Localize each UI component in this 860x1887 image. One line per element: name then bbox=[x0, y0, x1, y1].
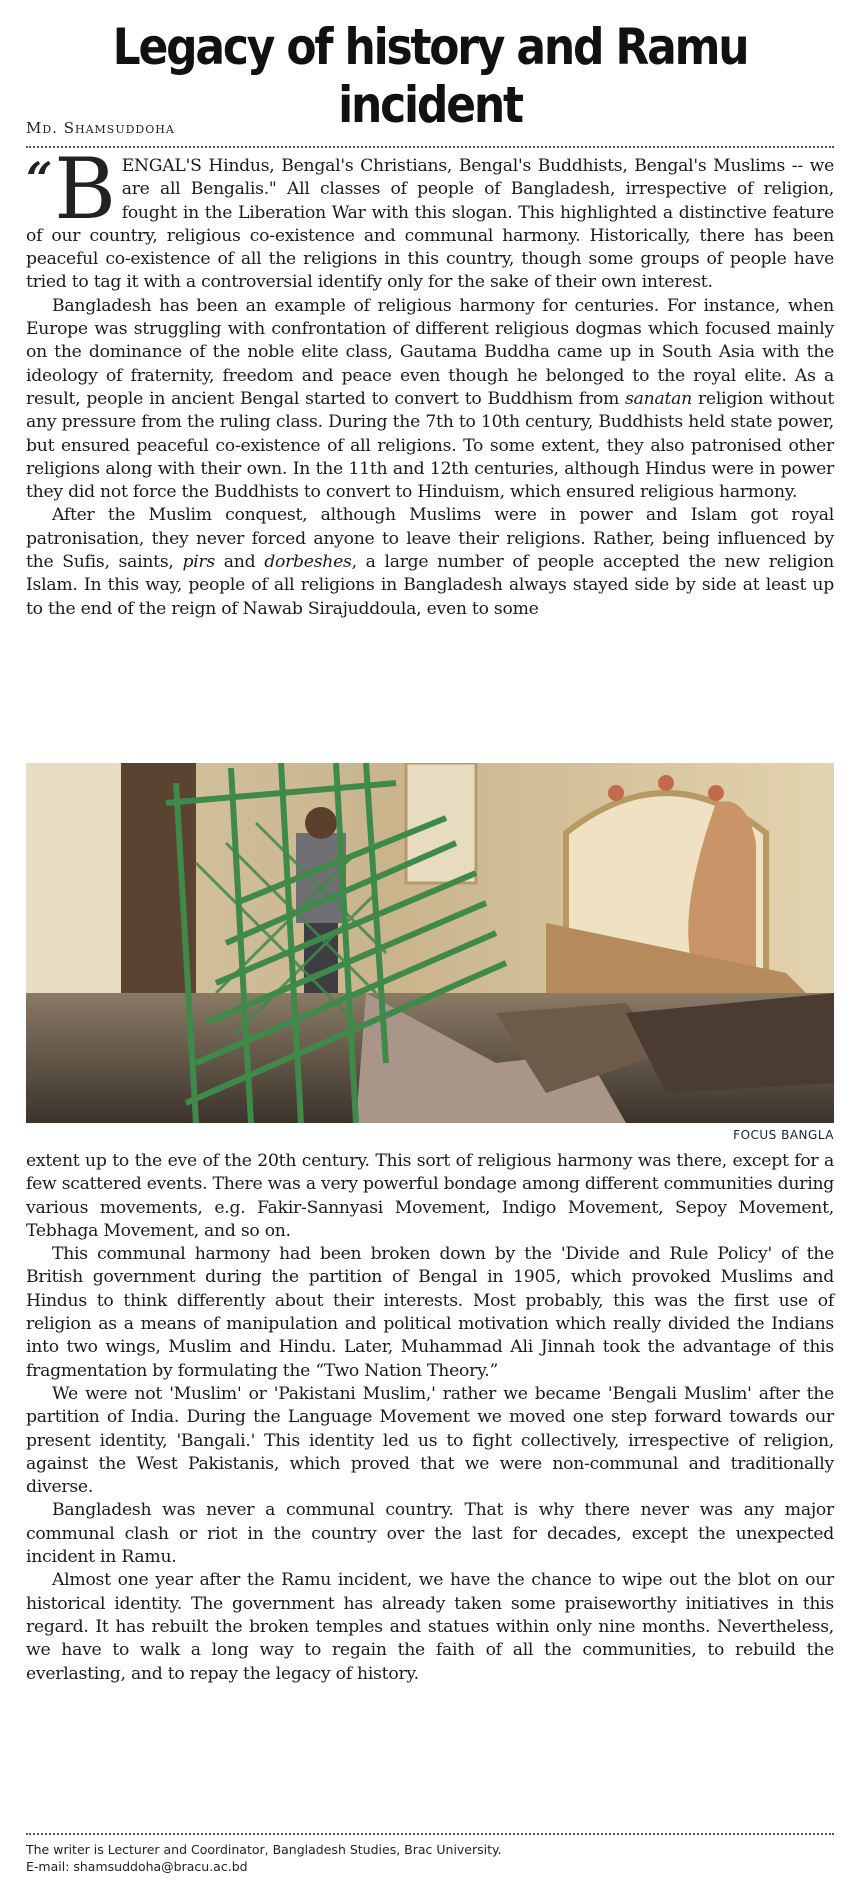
paragraph-3-italic-2: dorbeshes bbox=[264, 552, 352, 573]
opening-quote-mark: “ bbox=[26, 152, 53, 206]
byline-divider bbox=[26, 146, 834, 148]
paragraph-6: Bangladesh was never a communal country. That is why there never was any major communal clash or riot in the country over the last for decades, except the unexpected incident in Ramu. bbox=[26, 1500, 834, 1568]
author-name: Md. Shamsuddoha bbox=[26, 119, 175, 137]
article-body-bottom bbox=[26, 1150, 834, 1686]
paragraph-3-text-a: After the Muslim conquest, although Muslims were in power and Islam got royal patronisation, they never forced anyone to leave their religions. Rather, being influenced by the Sufis, saints, bbox=[26, 505, 834, 573]
paragraph-3-italic-1: pirs bbox=[182, 552, 215, 573]
lead-paragraph-text: ENGAL'S Hindus, Bengal's Christians, Bengal's Buddhists, Bengal's Muslims -- we are all Bengalis." All classes of people of Bangladesh, irrespective of religion, fought in the Liberation War with this slogan. This highlighted a distinctive feature of our country, religious co-existence and communal harmony. Historically, there has been peaceful co-existence of all the religions in this country, though some groups of people have tried to tag it with a controversial identify only for the sake of their own interest. bbox=[26, 156, 834, 293]
paragraph-2 bbox=[26, 295, 834, 505]
paragraph-3 bbox=[26, 504, 834, 620]
author-note bbox=[26, 1841, 834, 1875]
paragraph-3-continued: extent up to the eve of the 20th century. This sort of religious harmony was there, except for a few scattered events. There was a very powerful bondage among different communities during various movements, e.g. Fakir-Sannyasi Movement, Indigo Movement, Sepoy Movement, Tebhaga Movement, and so on. bbox=[26, 1151, 835, 1241]
paragraph-2-italic: sanatan bbox=[625, 388, 692, 409]
paragraph-4: This communal harmony had been broken down by the 'Divide and Rule Policy' of the British government during the partition of Bengal in 1905, which provoked Muslims and Hindus to think differently about their interests. Most probably, this was the first use of religion as a means of manipulation and political motivation which really divided the Indians into two wings, Muslim and Hindu. Later, Muhammad Ali Jinnah took the advantage of this fragmentation by formulating the “Two Nation Theory.” bbox=[26, 1244, 834, 1381]
paragraph-7: Almost one year after the Ramu incident, we have the chance to wipe out the blot on our historical identity. The government has already taken some praiseworthy initiatives in this regard. It has rebuilt the broken temples and statues within only nine months. Nevertheless, we have to walk a long way to regain the faith of all the communities, to rebuild the everlasting, and to repay the legacy of history. bbox=[26, 1570, 834, 1684]
paragraph-5: We were not 'Muslim' or 'Pakistani Muslim,' rather we became 'Bengali Muslim' after the partition of India. During the Language Movement we moved one step forward towards our present identity, 'Bangali.' This identity led us to fight collectively, irrespective of religion, against the West Pakistanis, which proved that we were non-communal and traditionally diverse. bbox=[26, 1383, 834, 1498]
paragraph-2-text-b: religion without any pressure from the ruling class. During the 7th to 10th century, Buddhists held state power, but ensured peaceful co-existence of all religions. To some extent, they also patronised other religions along with their own. In the 11th and 12th centuries, although Hindus were in power they did not force the Buddhists to convert to Hinduism, which ensured religious harmony. bbox=[26, 388, 834, 503]
photo-illustration bbox=[26, 763, 834, 1123]
author-note-text: The writer is Lecturer and Coordinator, Bangladesh Studies, Brac University. bbox=[26, 1842, 502, 1857]
footer-divider bbox=[26, 1833, 834, 1835]
photo-credit: FOCUS BANGLA bbox=[733, 1128, 834, 1142]
article-photo bbox=[26, 763, 834, 1123]
headline: Legacy of history and Ramu incident bbox=[112, 18, 748, 134]
paragraph-3-text-c: , a large number of people accepted the new religion Islam. In this way, people of all religions in Bangladesh always stayed side by side at least up to the end of the reign of Nawab Sirajuddoula, even to some bbox=[26, 552, 834, 619]
paragraph-3-text-b: and bbox=[214, 552, 265, 573]
article-body-top bbox=[26, 140, 834, 621]
byline bbox=[26, 119, 175, 137]
paragraph-2-text-a: Bangladesh has been an example of religious harmony for centuries. For instance, when Europe was struggling with confrontation of different religious dogmas which focused mainly on the dominance of the noble elite class, Gautama Buddha came up in South Asia with the ideology of fraternity, freedom and peace even though he belonged to the royal elite. As a result, people in ancient Bengal started to convert to Buddhism from bbox=[26, 295, 834, 409]
drop-cap: B bbox=[54, 140, 116, 238]
author-email[interactable]: E-mail: shamsuddoha@bracu.ac.bd bbox=[26, 1859, 248, 1874]
lead-paragraph bbox=[26, 140, 834, 295]
